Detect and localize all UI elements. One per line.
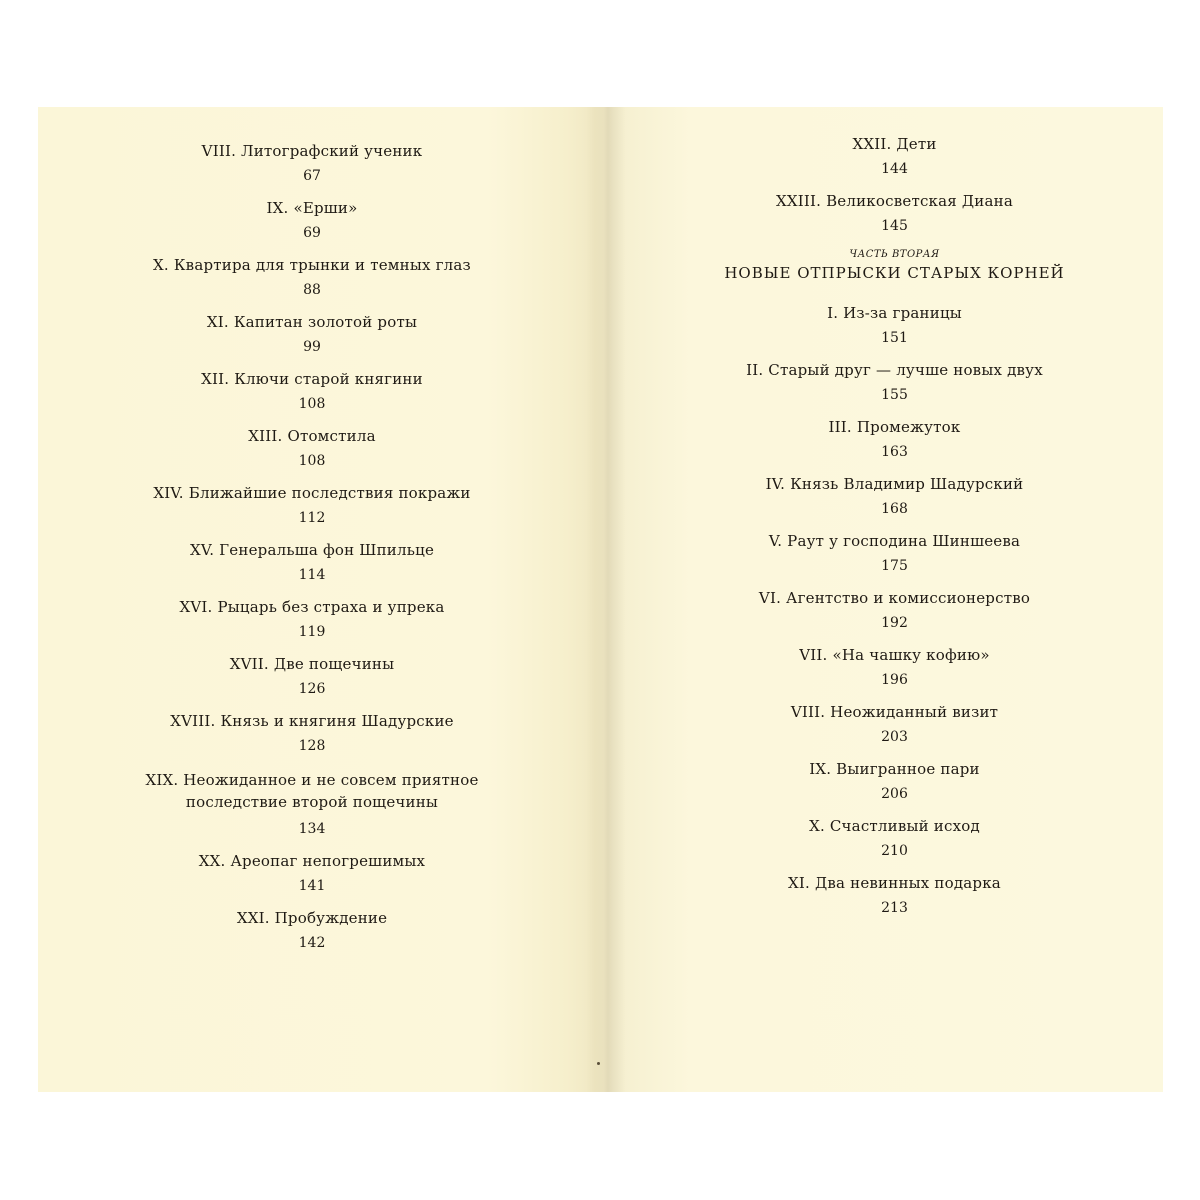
toc-entry-title-line: последствие второй пощечины [185, 793, 439, 811]
toc-entry-page: 196 [881, 672, 908, 688]
part-title: НОВЫЕ ОТПРЫСКИ СТАРЫХ КОРНЕЙ [724, 264, 1065, 282]
toc-entry-page: 119 [298, 624, 326, 640]
toc-entry-title: VI. Агентство и комиссионерство [758, 589, 1031, 607]
part-label: ЧАСТЬ ВТОРАЯ [849, 249, 940, 260]
toc-entry-title: XX. Ареопаг непогрешимых [198, 852, 426, 870]
toc-entry[interactable] [626, 646, 1163, 688]
toc-entry-page: 144 [881, 161, 908, 177]
paper-speck [597, 1062, 600, 1065]
toc-entry-title: XXII. Дети [852, 135, 937, 153]
toc-entry-page: 141 [298, 878, 326, 894]
toc-entry-title: X. Счастливый исход [809, 817, 980, 835]
toc-entry-page: 126 [298, 681, 326, 697]
right-page [626, 107, 1163, 1092]
toc-entry[interactable] [38, 541, 586, 583]
toc-entry-page: 192 [881, 615, 908, 631]
toc-entry-title: XI. Капитан золотой роты [206, 313, 418, 331]
toc-entry-title: VIII. Неожиданный визит [790, 703, 999, 721]
toc-entry[interactable] [626, 304, 1163, 346]
toc-entry-title: X. Квартира для трынки и темных глаз [153, 256, 471, 274]
toc-entry-title: I. Из-за границы [827, 304, 962, 322]
toc-entry[interactable] [38, 142, 586, 184]
toc-entry[interactable] [38, 313, 586, 355]
book-gutter [586, 107, 626, 1092]
toc-entry[interactable] [38, 370, 586, 412]
toc-entry-page: 145 [881, 218, 908, 234]
toc-entry[interactable] [626, 475, 1163, 517]
toc-entry-page: 67 [303, 168, 321, 184]
toc-entry[interactable] [626, 589, 1163, 631]
toc-entry-title: XVIII. Князь и княгиня Шадурские [170, 712, 454, 730]
toc-entry-page: 155 [881, 387, 908, 403]
toc-entry[interactable] [38, 199, 586, 241]
toc-entry[interactable] [38, 852, 586, 894]
toc-entry-title: XXI. Пробуждение [236, 909, 388, 927]
toc-entry-page: 151 [881, 330, 908, 346]
toc-entry-title: XV. Генеральша фон Шпильце [189, 541, 435, 559]
book-spread [38, 107, 1163, 1092]
toc-entry[interactable] [38, 655, 586, 697]
toc-entry[interactable] [38, 427, 586, 469]
toc-entry-title: IV. Князь Владимир Шадурский [765, 475, 1024, 493]
toc-entry-page: 108 [298, 396, 326, 412]
toc-entry[interactable] [626, 361, 1163, 403]
toc-entry-title: XI. Два невинных подарка [788, 874, 1001, 892]
toc-entry-page: 210 [881, 843, 908, 859]
toc-entry-title: XVII. Две пощечины [229, 655, 395, 673]
toc-entry[interactable] [626, 817, 1163, 859]
toc-entry-title: VIII. Литографский ученик [201, 142, 423, 160]
toc-entry-page: 108 [298, 453, 326, 469]
toc-entry-page: 163 [881, 444, 908, 460]
toc-entry-page: 142 [298, 935, 326, 951]
toc-entry-title [38, 769, 586, 813]
toc-entry[interactable] [38, 484, 586, 526]
toc-entry[interactable] [38, 909, 586, 951]
toc-entry-page: 114 [298, 567, 326, 583]
toc-entry-title: XIV. Ближайшие последствия покражи [153, 484, 471, 502]
toc-entry-title: V. Раут у господина Шиншеева [768, 532, 1021, 550]
toc-entry[interactable] [626, 418, 1163, 460]
toc-entry-title: XII. Ключи старой княгини [201, 370, 423, 388]
toc-entry-page: 112 [298, 510, 326, 526]
toc-entry[interactable] [38, 256, 586, 298]
toc-entry-page: 168 [881, 501, 908, 517]
toc-entry[interactable] [626, 760, 1163, 802]
toc-entry-page: 203 [881, 729, 908, 745]
toc-entry-page: 213 [881, 900, 908, 916]
toc-entry-title: IX. «Ерши» [266, 199, 358, 217]
toc-entry-page: 206 [881, 786, 908, 802]
toc-entry[interactable] [626, 703, 1163, 745]
toc-entry-title: XIII. Отомстила [248, 427, 376, 445]
toc-entry-page: 99 [303, 339, 321, 355]
toc-entry[interactable] [38, 769, 586, 837]
toc-entry-page: 134 [298, 821, 326, 837]
toc-entry-title: VII. «На чашку кофию» [799, 646, 990, 664]
toc-entry-title-line: XIX. Неожиданное и не совсем приятное [145, 771, 479, 789]
toc-entry[interactable] [626, 135, 1163, 177]
left-toc [38, 142, 586, 966]
toc-entry-title: XVI. Рыцарь без страха и упрека [179, 598, 445, 616]
toc-entry-title: IX. Выигранное пари [809, 760, 980, 778]
toc-entry-page: 88 [303, 282, 321, 298]
toc-entry-page: 175 [881, 558, 908, 574]
toc-entry-page: 69 [303, 225, 321, 241]
toc-entry[interactable] [626, 874, 1163, 916]
toc-entry-title: XXIII. Великосветская Диана [776, 192, 1013, 210]
toc-entry[interactable] [38, 712, 586, 754]
toc-entry[interactable] [38, 598, 586, 640]
toc-entry-title: III. Промежуток [828, 418, 961, 436]
right-toc [626, 135, 1163, 931]
toc-entry-title: II. Старый друг — лучше новых двух [746, 361, 1043, 379]
toc-entry[interactable] [626, 532, 1163, 574]
toc-entry[interactable] [626, 192, 1163, 234]
left-page [38, 107, 586, 1092]
toc-entry-page: 128 [298, 738, 326, 754]
